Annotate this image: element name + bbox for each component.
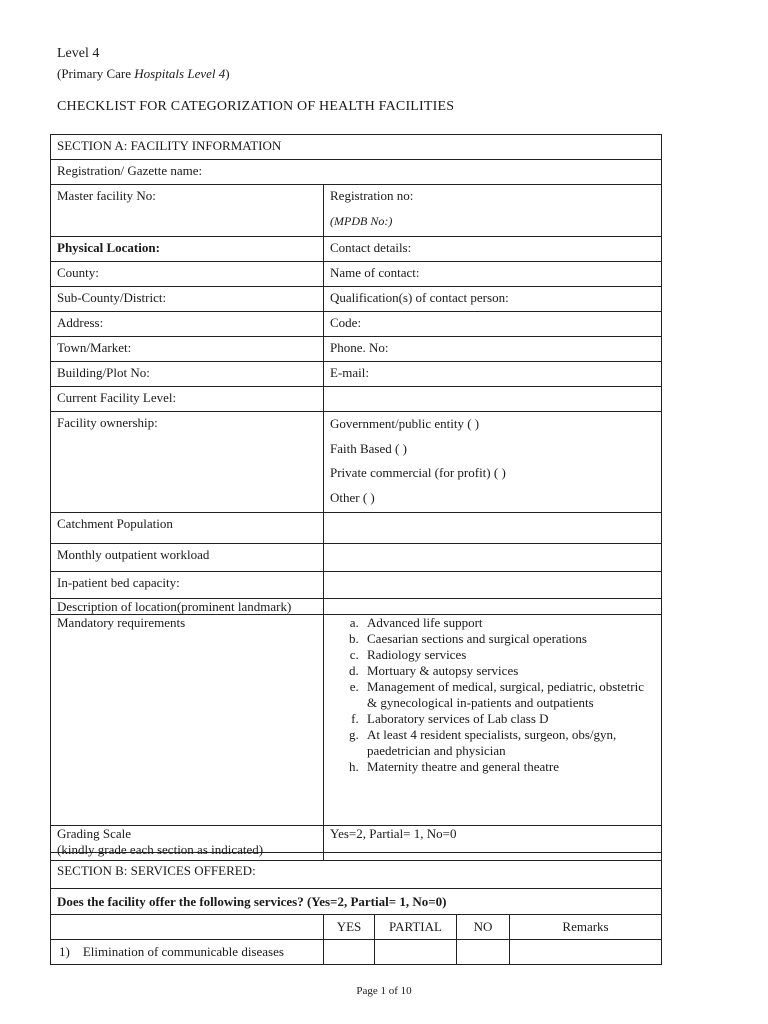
services-question: Does the facility offer the following services? (Yes=2, Partial= 1, No=0) xyxy=(51,889,662,915)
registration-no-field[interactable]: Registration no: (MPDB No:) xyxy=(324,185,662,237)
mandatory-item: f. Laboratory services of Lab class D xyxy=(362,711,655,727)
no-cell[interactable] xyxy=(457,940,510,965)
address-field[interactable]: Address: xyxy=(51,312,324,337)
inpatient-beds-field[interactable]: In-patient bed capacity: xyxy=(51,572,324,599)
facility-information-table xyxy=(50,134,662,861)
ownership-label: Facility ownership: xyxy=(51,412,324,513)
ownership-option[interactable]: Faith Based ( ) xyxy=(330,440,407,456)
ownership-option[interactable]: Other ( ) xyxy=(330,489,375,505)
sub-county-field[interactable]: Sub-County/District: xyxy=(51,287,324,312)
inpatient-beds-value[interactable] xyxy=(324,572,662,599)
item-header xyxy=(51,915,324,940)
current-level-value[interactable] xyxy=(324,387,662,412)
table-row xyxy=(51,940,662,965)
qualifications-field[interactable]: Qualification(s) of contact person: xyxy=(324,287,662,312)
yes-cell[interactable] xyxy=(324,940,375,965)
services-offered-table xyxy=(50,852,662,965)
yes-column-header: YES xyxy=(324,915,375,940)
mandatory-requirements-label: Mandatory requirements xyxy=(51,615,324,826)
master-facility-no-field[interactable]: Master facility No: xyxy=(51,185,324,237)
contact-details-label: Contact details: xyxy=(324,237,662,262)
ownership-option[interactable]: Government/public entity ( ) xyxy=(330,416,480,431)
mandatory-item: h. Maternity theatre and general theatre xyxy=(362,759,655,775)
service-item-label: 1) Elimination of communicable diseases xyxy=(51,940,324,965)
current-level-field[interactable]: Current Facility Level: xyxy=(51,387,324,412)
remarks-column-header: Remarks xyxy=(510,915,662,940)
mpdb-no-label: (MPDB No:) xyxy=(330,214,393,228)
mandatory-item: b. Caesarian sections and surgical operations xyxy=(362,631,655,647)
document-title: CHECKLIST FOR CATEGORIZATION OF HEALTH FACILITIES xyxy=(57,99,455,114)
description-location-field[interactable]: Description of location(prominent landmark) xyxy=(51,599,324,615)
email-field[interactable]: E-mail: xyxy=(324,362,662,387)
phone-no-field[interactable]: Phone. No: xyxy=(324,337,662,362)
grading-scale-label: Grading Scale (kindly grade each section as indicated) xyxy=(51,826,324,861)
monthly-outpatient-field[interactable]: Monthly outpatient workload xyxy=(51,544,324,572)
catchment-population-value[interactable] xyxy=(324,513,662,544)
page-number: Page 1 of 10 xyxy=(356,985,412,997)
building-plot-field[interactable]: Building/Plot No: xyxy=(51,362,324,387)
section-b-heading: SECTION B: SERVICES OFFERED: xyxy=(51,853,662,889)
registration-gazette-name-field[interactable]: Registration/ Gazette name: xyxy=(51,160,662,185)
no-column-header: NO xyxy=(457,915,510,940)
name-of-contact-field[interactable]: Name of contact: xyxy=(324,262,662,287)
section-a-heading: SECTION A: FACILITY INFORMATION xyxy=(51,135,662,160)
town-market-field[interactable]: Town/Market: xyxy=(51,337,324,362)
level-heading: Level 4 xyxy=(57,46,100,61)
partial-cell[interactable] xyxy=(375,940,457,965)
mandatory-item: e. Management of medical, surgical, pediatric, obstetric & gynecological in-patients and outpatients xyxy=(362,679,655,711)
mandatory-item: d. Mortuary & autopsy services xyxy=(362,663,655,679)
mandatory-item: g. At least 4 resident specialists, surgeon, obs/gyn, paedetrician and physician xyxy=(362,727,655,759)
ownership-options xyxy=(324,412,662,513)
physical-location-label: Physical Location: xyxy=(51,237,324,262)
mandatory-item: c. Radiology services xyxy=(362,647,655,663)
county-field[interactable]: County: xyxy=(51,262,324,287)
description-location-value[interactable] xyxy=(324,599,662,615)
catchment-population-field[interactable]: Catchment Population xyxy=(51,513,324,544)
remarks-cell[interactable] xyxy=(510,940,662,965)
partial-column-header: PARTIAL xyxy=(375,915,457,940)
code-field[interactable]: Code: xyxy=(324,312,662,337)
mandatory-item: a. Advanced life support xyxy=(362,615,655,631)
monthly-outpatient-value[interactable] xyxy=(324,544,662,572)
ownership-option[interactable]: Private commercial (for profit) ( ) xyxy=(330,465,506,480)
grading-values: Yes=2, Partial= 1, No=0 xyxy=(324,826,662,861)
mandatory-requirements-list xyxy=(324,615,662,826)
level-subtitle: (Primary Care Hospitals Level 4) xyxy=(57,66,230,81)
